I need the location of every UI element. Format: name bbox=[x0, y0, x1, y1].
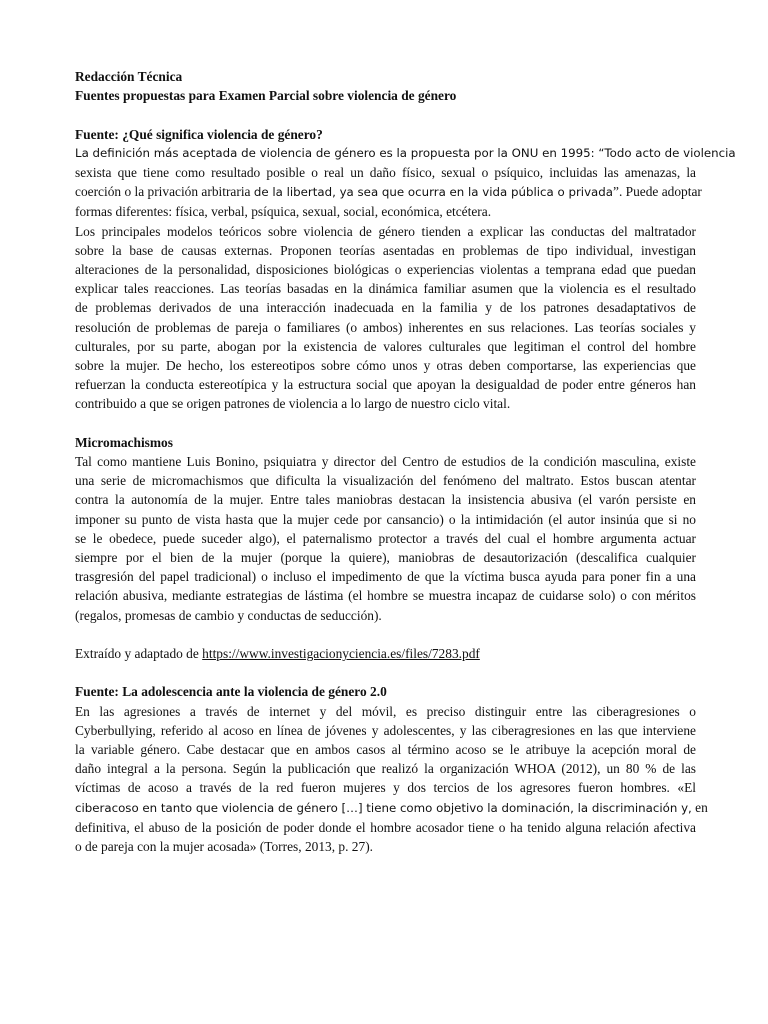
text-line: Cyberbullying, referido al acoso en línea de jóvenes y adolescentes, y las ciberagresiones en las que interviene bbox=[75, 722, 696, 738]
spacer bbox=[75, 625, 696, 644]
text-line: de problemas derivados de una interacción inadecuada en la familia y de los patrones desadaptativos de bbox=[75, 300, 696, 316]
paragraph bbox=[75, 702, 708, 857]
source-link[interactable]: https://www.investigacionyciencia.es/files/7283.pdf bbox=[202, 646, 480, 662]
document-subtitle: Fuentes propuestas para Examen Parcial sobre violencia de género bbox=[75, 88, 457, 104]
section-heading: Fuente: ¿Qué significa violencia de género? bbox=[75, 126, 323, 142]
text-line: relación abusiva, mediante estrategias de lástima (el hombre se muestra incapaz de cuidarse solo) o con méritos bbox=[75, 588, 696, 604]
text-line: resolución de problemas de pareja o familiares (o ambos) inherentes en sus relaciones. Las teorías sociales y bbox=[75, 319, 696, 335]
text-line: imponer su punto de vista hasta que la mujer cede por cansancio) o la intimidación (el autor insinúa que si no bbox=[75, 511, 696, 527]
text-line: una serie de micromachismos que dificulta la visualización del fenómeno del maltrato. Estos buscan atentar bbox=[75, 473, 696, 489]
text-line: refuerzan la conducta estereotípica y la estructura social que apoyan la desigualdad de poder entre géneros han bbox=[75, 377, 696, 393]
text-line: Tal como mantiene Luis Bonino, psiquiatra y director del Centro de estudios de la condición masculina, existe bbox=[75, 454, 696, 470]
text-line: contra la autonomía de la mujer. Entre tales maniobras destacan la insistencia abusiva (el varón persiste en bbox=[75, 492, 696, 508]
text-line: la variable género. Cabe destacar que en ambos casos al término acoso se le atribuye la acepción moral de bbox=[75, 742, 696, 758]
text-line: sobre la base de causas externas. Proponen teorías asentadas en problemas de tipo individual, investigan bbox=[75, 242, 696, 258]
paragraph bbox=[75, 452, 696, 625]
text-span: de la libertad, ya sea que ocurra en la vida pública o privada bbox=[253, 185, 613, 200]
text-line: alteraciones de la personalidad, disposiciones biológicas o experiencias violentas a temprana edad que puedan bbox=[75, 262, 696, 278]
source-prefix: Extraído y adaptado de bbox=[75, 646, 203, 662]
paragraph bbox=[75, 222, 696, 414]
text-line: víctimas de acoso a través de la red fueron mujeres y dos tercios de los agresores fueron hombres. «El bbox=[75, 780, 696, 796]
spacer bbox=[75, 663, 696, 682]
section-heading: Fuente: La adolescencia ante la violencia de género 2.0 bbox=[75, 684, 387, 700]
spacer bbox=[75, 414, 696, 433]
text-line: se le obedece, puede suceder algo), el paternalismo protector a través del cual el hombre argumenta actuar bbox=[75, 530, 696, 546]
text-line: culturales, por su parte, abogan por la existencia de valores culturales que legitiman el control del hombre bbox=[75, 338, 696, 354]
text-line bbox=[75, 798, 708, 818]
text-line: daño integral a la persona. Según la publicación que realizó la organización WHOA (2012), un 80 % de las bbox=[75, 761, 696, 777]
text-line: (regalos, promesas de cambio y conductas de seducción). bbox=[75, 607, 382, 623]
source-citation bbox=[75, 644, 696, 663]
text-line: trasgresión del papel tradicional) o incluso el impedimento de que la víctima busca ayuda para poner fin a una bbox=[75, 569, 696, 585]
text-line bbox=[75, 182, 702, 202]
text-line: o de pareja con la mujer acosada» (Torres, 2013, p. 27). bbox=[75, 839, 374, 855]
text-line: En las agresiones a través de internet y del móvil, es preciso distinguir entre las ciberagresiones o bbox=[75, 703, 696, 719]
text-line: contribuido a que se origen patrones de violencia a lo largo de nuestro ciclo vital. bbox=[75, 396, 511, 412]
text-line: Los principales modelos teóricos sobre violencia de género tienden a explicar las conductas del maltratador bbox=[75, 223, 696, 239]
text-span: ciberacoso en tanto que violencia de género […] tiene como objetivo la dominación, la discriminación y, bbox=[75, 800, 692, 815]
text-line: sobre la mujer. De hecho, los estereotipos sobre cómo unos y otras deben comportarse, las experiencias que bbox=[75, 358, 696, 374]
text-line: sexista que tiene como resultado posible o real un daño físico, sexual o psíquico, incluidas las amenazas, la bbox=[75, 165, 696, 180]
text-span: coerción o la privación arbitraria bbox=[75, 184, 254, 200]
section-heading: Micromachismos bbox=[75, 434, 173, 450]
text-span: ”. Puede adoptar bbox=[613, 184, 702, 200]
text-span: en bbox=[691, 799, 708, 815]
text-line: La definición más aceptada de violencia de género es la propuesta por la ONU en 1995: “Todo acto de violencia bbox=[75, 145, 736, 160]
spacer bbox=[75, 105, 696, 124]
text-line: formas diferentes: física, verbal, psíquica, sexual, social, económica, etcétera. bbox=[75, 204, 492, 220]
text-line: siempre por el bien de la mujer (porque la quiere), maniobras de desautorización (descalifica cualquier bbox=[75, 550, 696, 566]
text-line: definitiva, el abuso de la posición de poder donde el hombre acosador tiene o ha tenido alguna relación afectiva bbox=[75, 819, 696, 835]
paragraph bbox=[75, 144, 736, 222]
text-line: explicar tales reacciones. Las teorías basadas en la dinámica familiar asumen que la violencia es el resultado bbox=[75, 281, 696, 297]
document-title: Redacción Técnica bbox=[75, 69, 183, 84]
